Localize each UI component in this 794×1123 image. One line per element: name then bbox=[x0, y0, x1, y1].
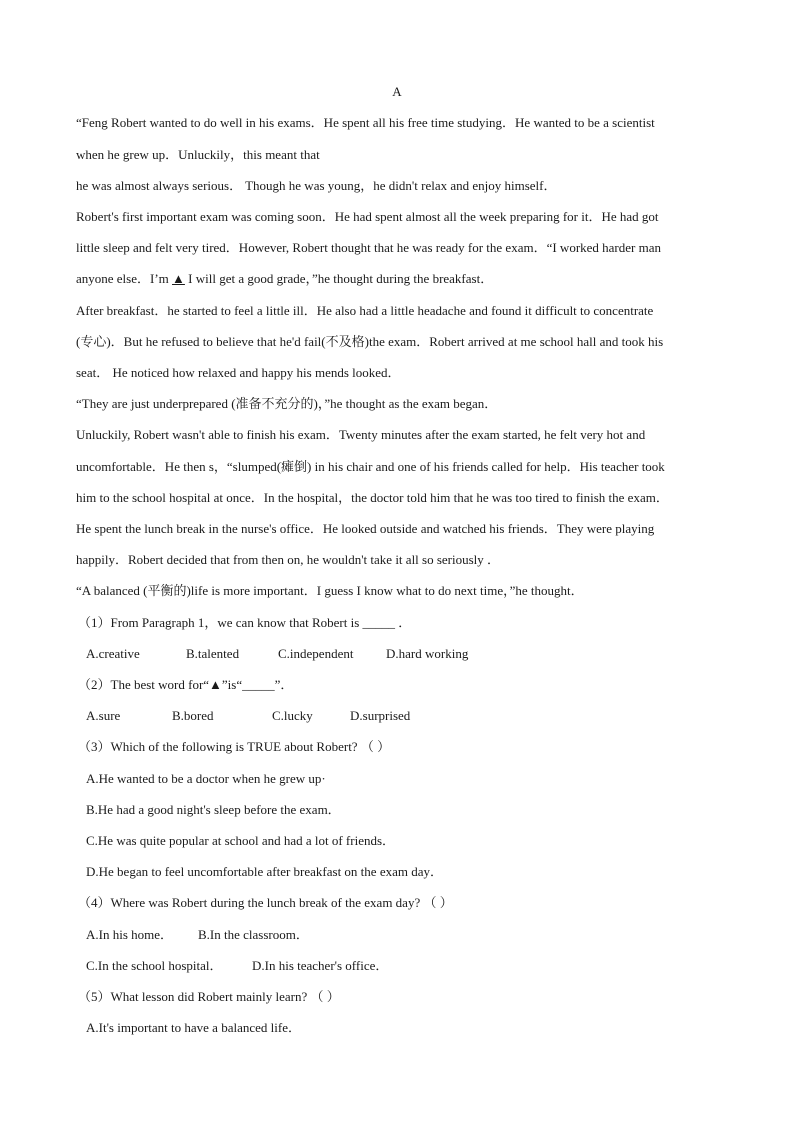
passage-line: uncomfortable．He then s，“slumped(瘫倒) in his chair and one of his friends called for help．His teacher took bbox=[76, 459, 665, 474]
passage-line-with-blank bbox=[76, 271, 726, 287]
question-2-option-d[interactable]: D.surprised bbox=[350, 708, 411, 723]
question-4-stem: （4）Where was Robert during the lunch break of the exam day? （ ） bbox=[78, 895, 453, 910]
passage-text: I will get a good grade，”he thought during the breakfast． bbox=[184, 271, 494, 286]
question-2-stem: （2）The best word for“▲”is“_____”． bbox=[78, 677, 294, 692]
passage-line: little sleep and felt very tired．However, Robert thought that he was ready for the exam．“I worked harder man bbox=[76, 240, 661, 255]
passage-line: “A balanced (平衡的)life is more important．I guess I know what to do next time，”he thought． bbox=[76, 583, 584, 598]
question-4-option-c[interactable]: C.In the school hospital． bbox=[86, 958, 223, 973]
passage-line: After breakfast．he started to feel a little ill．He also had a little headache and found it difficult to concentrate bbox=[76, 303, 654, 318]
passage-line: him to the school hospital at once．In the hospital，the doctor told him that he was too tired to finish the exam． bbox=[76, 490, 669, 505]
question-3-option-c[interactable]: C.He was quite popular at school and had a lot of friends． bbox=[86, 833, 396, 848]
question-1-option-a[interactable]: A.creative bbox=[86, 646, 140, 661]
passage-line: “Feng Robert wanted to do well in his exams．He spent all his free time studying．He wanted to be a scientist bbox=[76, 115, 655, 130]
passage-line: (专心)．But he refused to believe that he'd fail(不及格)the exam．Robert arrived at me school hall and took his bbox=[76, 334, 664, 349]
passage-line: He spent the lunch break in the nurse's office．He looked outside and watched his friends．They were playing bbox=[76, 521, 655, 536]
passage-line: “They are just underprepared (准备不充分的)，”he thought as the exam began． bbox=[76, 396, 498, 411]
question-4-option-d[interactable]: D.In his teacher's office． bbox=[252, 958, 389, 973]
passage-line: seat． He noticed how relaxed and happy his mends looked． bbox=[76, 365, 401, 380]
question-2-option-c[interactable]: C.lucky bbox=[272, 708, 313, 723]
question-4-option-a[interactable]: A.In his home． bbox=[86, 927, 174, 942]
question-1-option-c[interactable]: C.independent bbox=[278, 646, 354, 661]
passage-text: anyone else．I’m bbox=[76, 271, 173, 286]
question-3-stem: （3）Which of the following is TRUE about Robert? （ ） bbox=[78, 739, 391, 754]
question-3-option-d[interactable]: D.He began to feel uncomfortable after breakfast on the exam day． bbox=[86, 864, 443, 879]
question-1-stem: （1）From Paragraph 1，we can know that Robert is _____ ． bbox=[78, 615, 412, 630]
question-5-stem: （5）What lesson did Robert mainly learn? （ ） bbox=[78, 989, 340, 1004]
question-2-option-a[interactable]: A.sure bbox=[86, 708, 121, 723]
question-5-option-a[interactable]: A.It's important to have a balanced life． bbox=[86, 1020, 301, 1035]
blank-mark: ▲ bbox=[172, 271, 185, 286]
passage-line: Unluckily, Robert wasn't able to finish his exam．Twenty minutes after the exam started, he felt very hot and bbox=[76, 427, 646, 442]
question-3-option-b[interactable]: B.He had a good night's sleep before the exam． bbox=[86, 802, 341, 817]
question-3-option-a[interactable]: A.He wanted to be a doctor when he grew up· bbox=[86, 771, 326, 786]
question-4-option-b[interactable]: B.In the classroom． bbox=[198, 927, 309, 942]
question-1-option-d[interactable]: D.hard working bbox=[386, 646, 469, 661]
passage-line: when he grew up．Unluckily，this meant that bbox=[76, 147, 320, 162]
passage-line: Robert's first important exam was coming soon．He had spent almost all the week preparing for it．He had got bbox=[76, 209, 659, 224]
section-title: A bbox=[392, 84, 402, 99]
question-2-option-b[interactable]: B.bored bbox=[172, 708, 214, 723]
question-1-option-b[interactable]: B.talented bbox=[186, 646, 240, 661]
passage-line: happily．Robert decided that from then on, he wouldn't take it all so seriously ． bbox=[76, 552, 501, 567]
passage-line: he was almost always serious． Though he was young，he didn't relax and enjoy himself． bbox=[76, 178, 557, 193]
